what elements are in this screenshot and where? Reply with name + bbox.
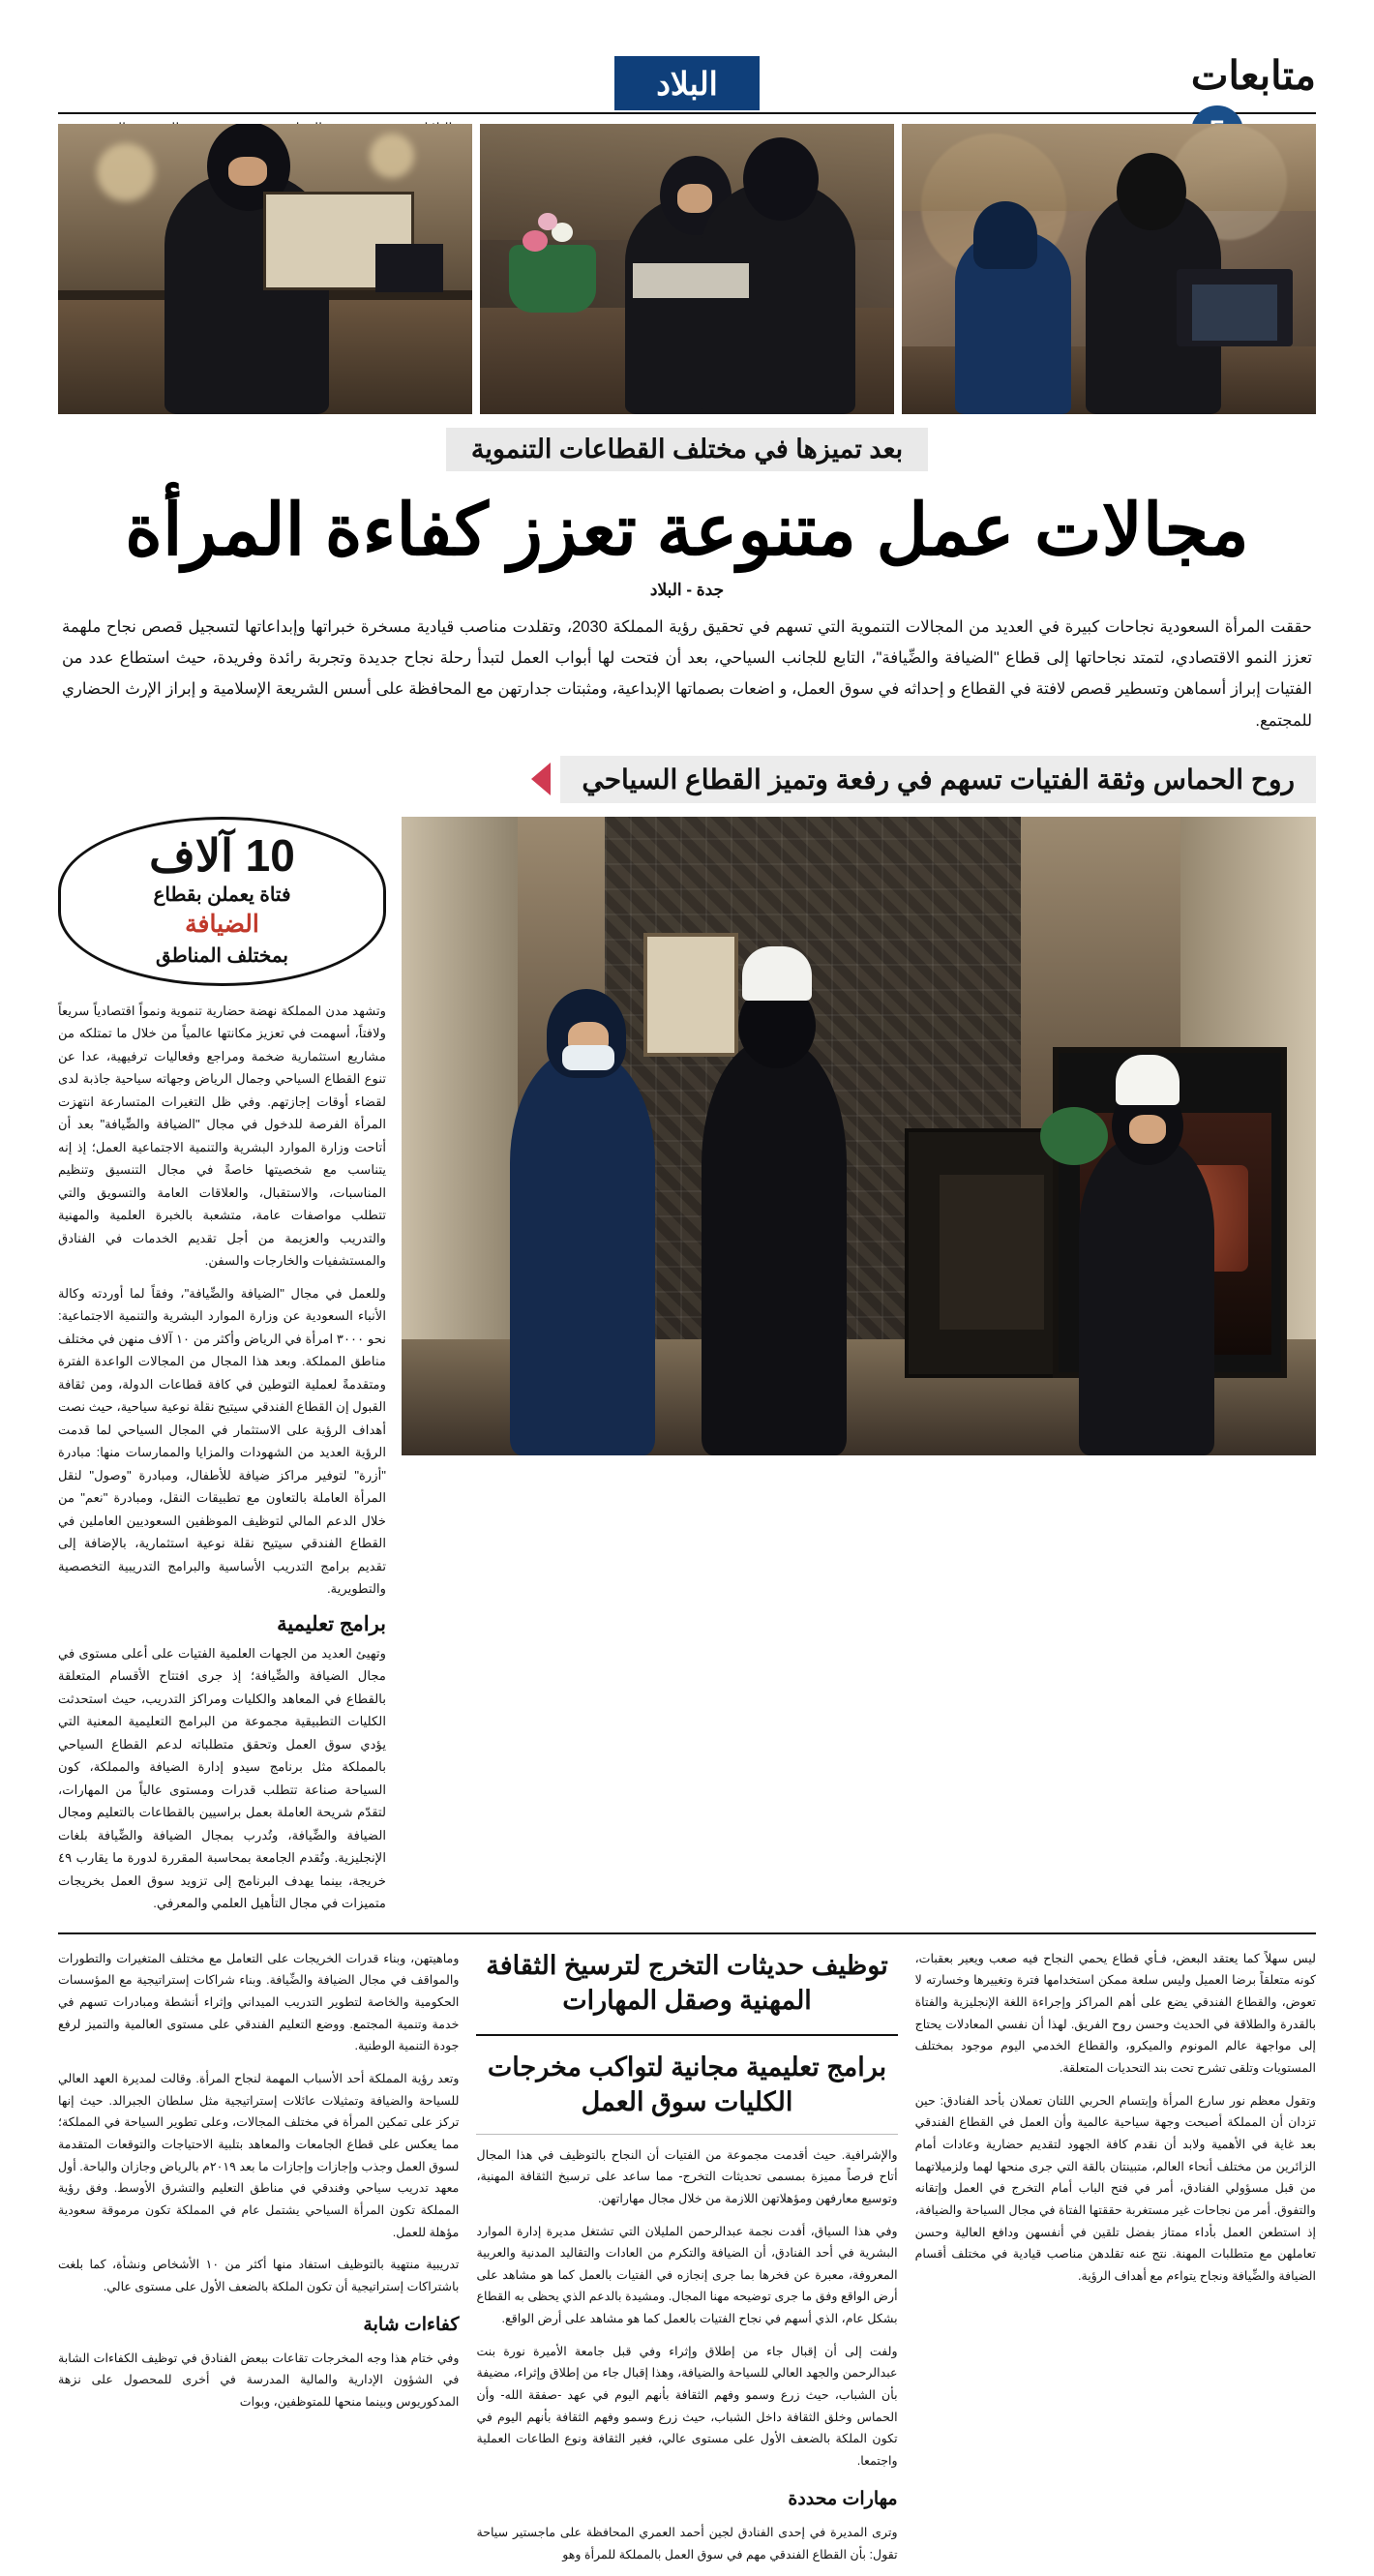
bottom-column-center [476, 1948, 897, 2576]
header-divider [58, 112, 1316, 114]
arrow-marker-icon [531, 763, 551, 795]
stat-badge [58, 817, 386, 986]
bottom-columns [58, 1932, 1316, 2576]
bottom-column-left [58, 1948, 459, 2576]
right-paragraph-1: ليس سهلاً كما يعتقد البعض، فـأي قطاع يحمي النجاح فيه صعب ويعير بعقبات، كونه متعلقاً برضا العميل وليس سلعة ممكن استخدامها فترة وتغييرها وخسارته لا تعوض، والقطاع الفندقي يضع على أهم المراكز وإجراءة اللغة الإنجليزية والفتاة بالقدرة والطلاقة في الحديث وحسن روح الفريق. لهذا أن نفسي المعادلات يحتاج إلى مواجهة عالم المونوم والميكرو، والقطاع الخدمي اليوم موجود بمختلف المستويات وتلقى تشرح تحت بند التحديات المتعلقة. [914, 1951, 1316, 2076]
right-paragraph-2: وتقول معظم نور سارع المرأة وإبتسام الحربي اللتان تعملان بأحد الفنادق: حين تزدان أن المملكة أصبحت وجهة سياحية عالمية وأن العمل في القطاع الفندقي بعد غاية في الأهمية ولابد أن نقدم كافة الجهود لتقديم حضارية وعادات أمام الزائرين من مختلف أنحاء العالم، متبينتان بالقة التي جرى منحها لهما ولزميلاتهما من قبل مسؤولي الفنادق، أمر في فتح الباب أمام التخرج في العمل وإتقانه والتفوق. أمر من نجاحات غير مستغربة حققتها الفتاة في مجال السياحة والضيافة، إذ استطعن العمل بأداء ممتاز بفضل تلقين في أنفسهن ودافع العالية وحسن تعاملهن مع متطلبات المهنة. نتج عنه تقلدهن مناصب قيادية في مختلف أقسام الضيافة والضِّيافة ونجاح يتواءم مع أهداف الرؤية. [914, 2093, 1316, 2283]
side-paragraph-2: وللعمل في مجال "الضيافة والضِّيافة"، وفقاً لما أوردته وكالة الأنباء السعودية عن وزارة الموارد البشرية والتنمية الاجتماعية: نحو ٣٠٠٠ امرأة في الرياض وأكثر من ١٠ آلاف منهن في مختلف مناطق المملكة. وبعد هذا المجال من المجالات الواعدة الفترة ومتقدمةً لعملية التوطين في كافة قطاعات الدولة، ومن ثقافة القبول إن القطاع الفندقي سيتيح نقلة نوعية سياحية، حيث نصت أهداف الرؤية على الاستثمار في المجال السياحي لما قدمت الرؤية العديد من الشهودات والمزايا والممارسات منها: مبادرة "أزرة" لتوفير مراكز ضيافة للأطفال، ومبادرة "وصول" لنقل المرأة العاملة بالتعاون مع تطبيقات النقل، ومبادرة "نعم" من خلال الدعم المالي لتوظيف الموظفين السعوديين العاملين في القطاع الفندقي سيتيح نقلة نوعية استثمارية، بالإضافة إلى تقديم برامج التدريب الأساسية والبرامج التدريبية التخصصية والتطويرية. [58, 1285, 386, 1597]
left-paragraph-3: تدريبية منتهية بالتوظيف استفاد منها أكثر من ١٠ الأشخاص ونشأة، كما بلغت باشتراكات إستراتيجية أن تكون الملكة بالضعف الأول على مستوى عالي. [58, 2258, 460, 2293]
masthead [58, 0, 1316, 106]
side-subheading-paragraph: وتهيئ العديد من الجهات العلمية الفتيات على أعلى مستوى في مجال الضيافة والضِّيافة؛ إذ جرى افتتاح الأقسام المتعلقة بالقطاع في المعاهد والكليات ومراكز التدريب، حيث استحدثت الكليات التطبيقية مجموعة من البرامج التعليمية المعنية التي يؤدي سوق العمل وتحقق متطلباته لدعم القطاع السياحي بالمملكة مثل برنامج سيدو إدارة الضيافة والمملكة، كون السياحة صناعة تتطلب قدرات ومستوى عالياً من المهارات، لتقدّم شريحة العاملة بعمل براسيين بالقطاعات بالتعليم ومجال الضيافة والضِّيافة، وتُدرب بمجال الضيافة والضِّيافة بلغات الإنجليزية. وتُقدم الجامعة بمحاسبة المقررة لدورة ما يقارب ٤٩ خريجة، بينما يهدف البرنامج إلى تزويد سوق العمل بخريجات متميزات في مجال التأهيل العلمي والمعرفي. [58, 1645, 386, 1911]
center-paragraph-1: والإشرافية. حيث أقدمت مجموعة من الفتيات أن النجاح بالتوظيف في هذا المجال أتاح فرصاً مميزة بمسمى تحديثات التخرج- مما ساعد على ترسيخ الثقافة المهنية، وتوسيع معارفهن ومؤهلاتهن اللازمة من خلال مجال مهاراتهن. [476, 2147, 898, 2205]
stat-line-2: الضيافة [185, 910, 259, 938]
stat-number: 10 آلاف [149, 829, 295, 881]
photo-public-relations-desk [480, 124, 894, 414]
pull-headline-1: توظيف حديثات التخرج لترسيخ الثقافة المهنية وصقل المهارات [486, 1950, 888, 2016]
kicker-text: بعد تميزها في مختلف القطاعات التنموية [446, 428, 928, 471]
center-mini-headline: مهارات محددة [788, 2488, 898, 2509]
top-photo-strip [58, 124, 1316, 414]
center-paragraph-3: ولفت إلى أن إقبال جاء من إطلاق وإثراء وفي قبل جامعة الأميرة نورة بنت عبدالرحمن والجهد العالي للسياحة والضيافة، وهذا إقبال جاء من إطلاق وإثراء، مضيفة بأن الشباب، حيث زرع وسمو وفهم الثقافة بأنهم اليوم في عهد -صفقة الله- وأن الحماس وخلق الثقافة داخل الشباب، حيث زرع وسمو وفهم الثقافة بأنهم اليوم في تكون الملكة بالضعف الأول على مستوى عالي، فغير الثقافة ونوع الطاعات العملية واجتمعا. [476, 2344, 898, 2469]
bottom-column-right [915, 1948, 1316, 2576]
lede-paragraph: حققت المرأة السعودية نجاحات كبيرة في العديد من المجالات التنموية التي تسهم في تحقيق رؤية المملكة 2030، وتقلدت مناصب قيادية مسخرة خبراتها وإبداعاتها لتسجيل قصص نجاح ملهمة تعزز النمو الاقتصادي، لتمتد نجاحاتها إلى قطاع "الضيافة والضِّيافة"، التابع للجانب السياحي، بعد أن فتحت لها أبواب العمل لتبدأ رحلة نجاح جديدة وتجربة رائدة وفريدة، حيث استطاع عدد من الفتيات إبراز أسماهن وتسطير قصص لافتة في القطاع و إحداثه في سوق العمل، و اضعات بصماتها الإبداعية، ومثبتات جدارتهن مع المحافظة على أسس الشريعة الإسلامية و إبراز الإرث الحضاري للمجتمع. [62, 618, 1313, 730]
side-subheading: برامج تعليمية [277, 1612, 386, 1635]
byline: جدة - البلاد [649, 581, 725, 600]
center-paragraph-2: وفي هذا السياق، أفدت نجمة عبدالرحمن المليلان التي تشتغل مديرة إدارة الموارد البشرية في أحد الفنادق، أن الضيافة والتكرم من العادات والتقاليد المدنية والعربية المعروفة، معبرة عن فخرها بما جرى إنجازه في الفتيات بالعمل كما هو مشاهد على أرض الواقع وفق ما جرى توضيحه مهنا المجال. ومشيدة بالدعم الذي يحظى به القطاع بشكل عام، الذي أسهم في نجاح الفتيات بالعمل كما هو مشاهد على أرض الواقع. [476, 2224, 898, 2326]
publication-logo: البلاد [614, 56, 760, 110]
left-mini-paragraph: وفي ختام هذا وجه المخرجات تقاعات ببعض الفنادق في توظيف الكفاءات الشابة في الشؤون الإدارية والمالية المدرسة في أخرى للمحصول على نزهة المدكوريوس وبينما منحها للمتوظفين، وبوات [58, 2351, 460, 2410]
center-mini-paragraph: وترى المديرة في إحدى الفنادق لجين أحمد العمري المحافظة على ماجستير سياحة تقول: بأن القطاع الفندقي مهم في سوق العمل بالمملكة للمرأة وهو [476, 2525, 898, 2561]
feature-side-column [58, 817, 386, 1915]
stat-line-1: فتاة يعملن بقطاع [153, 884, 291, 906]
pull-headline-2: برامج تعليمية مجانية لتواكب مخرجات الكليات سوق العمل [476, 2034, 897, 2120]
subhead-row [58, 756, 1316, 803]
left-paragraph-2: وتعد رؤية المملكة أحد الأسباب المهمة لنجاح المرأة. وقالت لمديرة العهد العالي للسياحة والضيافة وتمثيلات عائلات إستراتيجية مثل سلطان الجبرالد. حيث إنها تركز على تمكين المرأة في مختلف المجالات، وعلى تطوير السياحة في المملكة؛ مما يعكس على قطاع الجامعات والمعاهد بتلبية الاحتياجات والتوقعات المتقدمة لسوق العمل وجذب وإجازات وإجازات ما بعد ٢٠١٩م بالرياض وجازان والباحة. أول معهد تدريب سياحي وفندقي في مناطق التعليم والتشرق الأوسط. وفق رؤية المملكة تكون المرأة السياحي يشتمل عام في المملكة تكون مرموقة سعودية مؤهلة للعمل. [58, 2072, 460, 2239]
photo-front-desk-agent [58, 124, 472, 414]
section-name: متابعات [1190, 53, 1316, 98]
feature-area [58, 817, 1316, 1915]
subhead-text: روح الحماس وثقة الفتيات تسهم في رفعة وتميز القطاع السياحي [560, 756, 1316, 803]
photo-hotel-restaurant-staff [402, 817, 1316, 1455]
page-title: مجالات عمل متنوعة تعزز كفاءة المرأة [125, 490, 1249, 570]
side-paragraph-1: وتشهد مدن المملكة نهضة حضارية تنموية ونمواً اقتصادياً سريعاً ولافتاً، أسهمت في تعزيز مكانتها عالمياً من خلال ما تمتلكه من مشاريع استثمارية ضخمة ومراجع وفعاليات ترفيهية، عدا عن تنوع القطاع السياحي وجمال الرياض وجهاته سياحية جاذبة لدى لقضاء أوقات إجازتهم. وفي ظل التغيرات المتسارعة انتهزت المرأة الفرصة للدخول في مجال "الضيافة والضِّيافة" بعد أن أتاحت وزارة الموارد البشرية والتنمية الاجتماعية العمل؛ إذ إنه يتناسب مع شخصيتها خاصةً في مجال التنسيق وتنظيم المناسبات، والاستقبال، والعلاقات العامة والتسويق والتي تتطلب مواصفات عامة، متشعبة بالخبرة العلمية والمهنية والتدريب والعزيمة من أجل تقديم الخدمات في الفنادق والمستشفيات والخارجات والسفن. [58, 1003, 386, 1269]
column-divider [476, 2134, 897, 2135]
left-paragraph-1: وماهيتهن، وبناء قدرات الخريجات على التعامل مع مختلف المتغيرات والتطورات والمواقف في مجال الضيافة والضِّيافة. وبناء شراكات إستراتيجية مع المؤسسات الحكومية والخاصة لتطوير التدريب الميداني وإثراء أنشطة ومبادرات تسهم في خدمة وتنمية المجتمع. ووضع التعليم الفندقي على مستوى العالمية والتميز لرفع جودة التنمية الوطنية. [58, 1951, 460, 2053]
photo-reception-briefing [902, 124, 1316, 414]
kicker-bar [58, 428, 1316, 471]
left-mini-headline: كفاءات شابة [363, 2314, 460, 2335]
stat-line-3: بمختلف المناطق [156, 944, 288, 967]
